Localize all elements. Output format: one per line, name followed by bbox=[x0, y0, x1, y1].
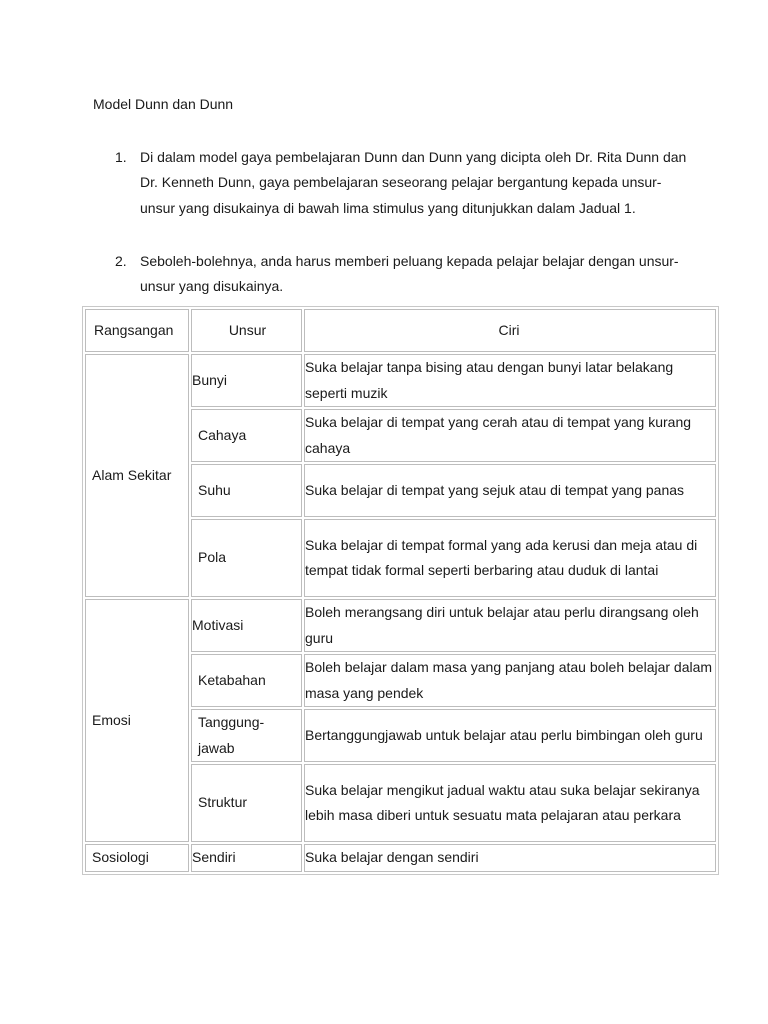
table-row bbox=[85, 844, 716, 872]
ciri-cell: Suka belajar dengan sendiri bbox=[304, 844, 716, 872]
rangsangan-cell: Emosi bbox=[85, 599, 189, 842]
ciri-cell: Suka belajar mengikut jadual waktu atau suka belajar sekiranya lebih masa diberi untuk sesuatu mata pelajaran atau perkara bbox=[304, 764, 716, 842]
header-rangsangan: Rangsangan bbox=[85, 309, 189, 352]
unsur-cell: Struktur bbox=[191, 764, 302, 842]
ciri-cell: Suka belajar di tempat formal yang ada kerusi dan meja atau di tempat tidak formal seperti berbaring atau duduk di lantai bbox=[304, 519, 716, 597]
list-text: Di dalam model gaya pembelajaran Dunn dan Dunn yang dicipta oleh Dr. Rita Dunn dan Dr. Kenneth Dunn, gaya pembelajaran seseorang pelajar bergantung kepada unsur-unsur yang disukainya di bawah lima stimulus yang ditunjukkan dalam Jadual 1. bbox=[140, 149, 687, 216]
ciri-cell: Suka belajar tanpa bising atau dengan bunyi latar belakang seperti muzik bbox=[304, 354, 716, 407]
unsur-cell: Sendiri bbox=[191, 844, 302, 872]
learning-style-table bbox=[82, 306, 719, 875]
unsur-cell: Cahaya bbox=[191, 409, 302, 462]
header-unsur: Unsur bbox=[191, 309, 302, 352]
unsur-cell: Tanggung-jawab bbox=[191, 709, 302, 762]
ciri-cell: Suka belajar di tempat yang sejuk atau di tempat yang panas bbox=[304, 464, 716, 517]
table-row bbox=[85, 354, 716, 407]
list-number: 1. bbox=[115, 149, 127, 165]
header-ciri: Ciri bbox=[304, 309, 716, 352]
unsur-cell: Bunyi bbox=[191, 354, 302, 407]
rangsangan-cell: Sosiologi bbox=[85, 844, 189, 872]
ciri-cell: Boleh merangsang diri untuk belajar atau perlu dirangsang oleh guru bbox=[304, 599, 716, 652]
list-text: Seboleh-bolehnya, anda harus memberi peluang kepada pelajar belajar dengan unsur-unsur yang disukainya. bbox=[140, 253, 679, 295]
ciri-cell: Suka belajar di tempat yang cerah atau di tempat yang kurang cahaya bbox=[304, 409, 716, 462]
unsur-cell: Ketabahan bbox=[191, 654, 302, 707]
ciri-cell: Boleh belajar dalam masa yang panjang atau boleh belajar dalam masa yang pendek bbox=[304, 654, 716, 707]
document-title: Model Dunn dan Dunn bbox=[93, 96, 234, 112]
list-number: 2. bbox=[115, 253, 127, 269]
unsur-cell: Motivasi bbox=[191, 599, 302, 652]
table-row bbox=[85, 599, 716, 652]
rangsangan-cell: Alam Sekitar bbox=[85, 354, 189, 597]
table-header-row bbox=[85, 309, 716, 352]
ciri-cell: Bertanggungjawab untuk belajar atau perlu bimbingan oleh guru bbox=[304, 709, 716, 762]
unsur-cell: Suhu bbox=[191, 464, 302, 517]
unsur-cell: Pola bbox=[191, 519, 302, 597]
